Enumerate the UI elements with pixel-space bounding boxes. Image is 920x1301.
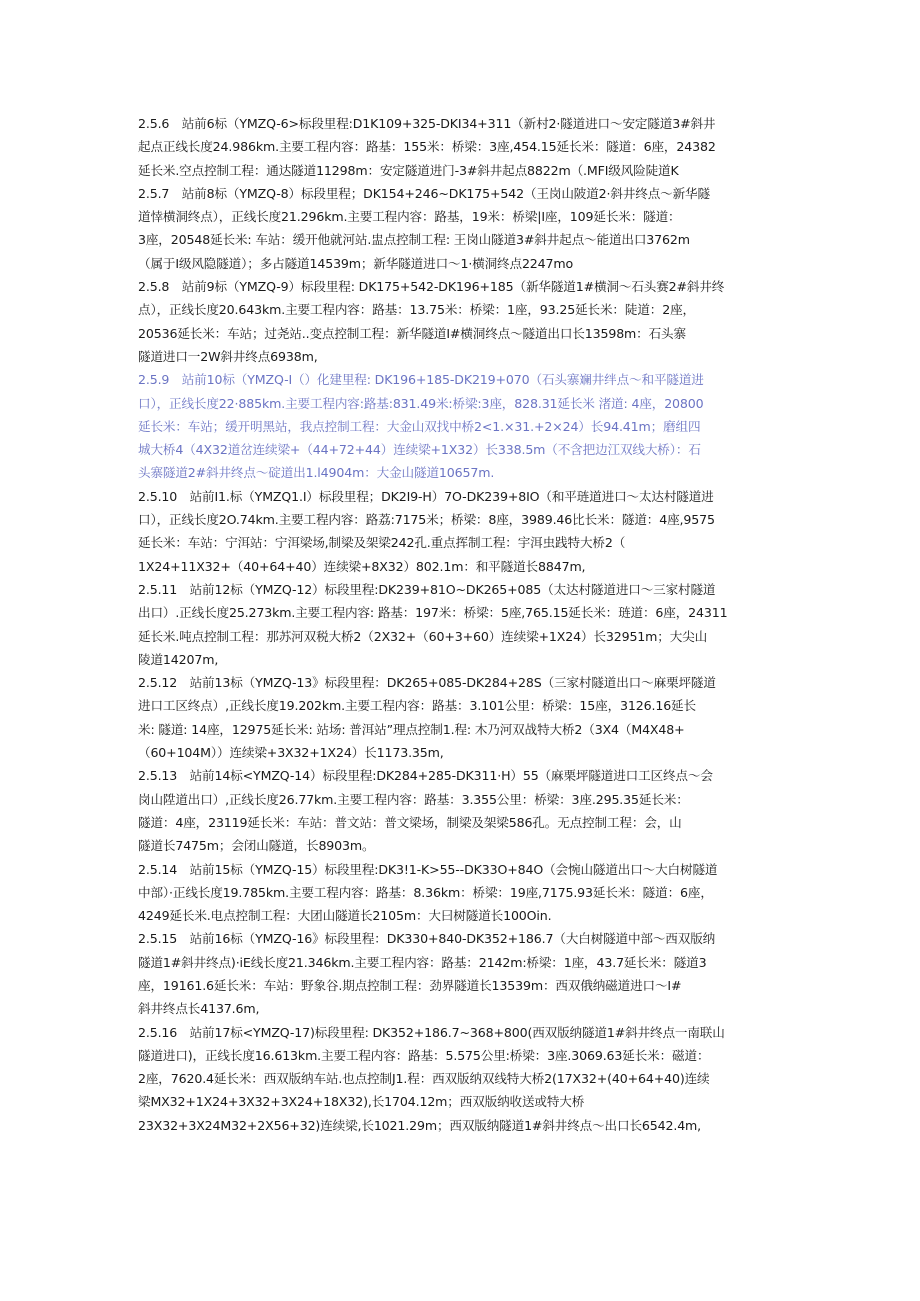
text-line: 陵道14207m, [138,651,219,667]
text-line: 道悻横洞终点），正线长度21.296km.主要工程内容：路基，19米：桥梁|I座，109延长米：隧道： [138,209,681,225]
text-line: 梁MX32+1X24+3X32+3X24+18X32),长1704.12m；西双版纳收送或特大桥 [138,1094,585,1110]
text-line: 米: 隧道: 14座，12975延长米: 站场: 普洱站”理点控制1.程: 木乃河双战特大桥2（3X4（M4X48+ [138,721,685,737]
text-line-highlighted: 头寨隧道2#斜井终点〜碇道出1.l4904m：大金山隧道10657m. [138,465,495,481]
text-line: 隧道进口一2W斜井终点6938m, [138,348,318,364]
text-line: 隧道长7475m；会闭山隧道，长8903m。 [138,838,375,854]
text-line: 2.5.14 站前15标（YMZQ-15）标段里程:DK3!1-K>55--DK33O+84O（会惋山隧道出口〜大白树隧道 [138,861,718,877]
text-line: 起点正线长度24.986km.主要工程内容：路基：155米：桥梁：3座,454.15延长米：隧道：6座，24382 [138,139,716,155]
text-line-highlighted: 城大桥4（4X32道岔连续梁+（44+72+44）连续梁+1X32）长338.5m（不含把边江双线大桥）：石 [138,442,701,458]
text-line: 2.5.11 站前12标（YMZQ-12）标段里程:DK239+81O~DK265+085（太达村隧道进口〜三家村隧道 [138,581,716,597]
text-line: 隧道1#斜井终点)·iE线长度21.346km.主要工程内容：路基：2142m:桥梁：1座，43.7延长米：隧道3 [138,954,707,970]
text-line: 延长米.空点控制工程：通达隧道11298m：安定隧道进门-3#斜井起点8822m（.MFI级风险陡道K [138,162,679,178]
text-line: 2.5.13 站前14标<YMZQ-14）标段里程:DK284+285-DK311·H）55（麻栗坪隧道进口工区终点〜会 [138,768,713,784]
text-line: 座，19161.6延长米：车站：野象谷.期点控制工程：劲界隧道长13539m：西双俄纳磁道进口〜I# [138,977,682,993]
text-line: 隧道进口)，正线长度16.613km.主要工程内容：路基：5.575公里:桥梁：3座.3069.63延长米：磁道： [138,1047,710,1063]
text-line: 4249延长米.电点控制工程：大团山隧道长2105m：大曰树隧道长100Oin. [138,908,552,924]
text-line: 2.5.12 站前13标（YMZQ-13》标段里程：DK265+085-DK284+28S（三家村隧道出口〜麻栗坪隧道 [138,675,716,691]
text-line: 中部）·正线长度19.785km.主要工程内容：路基：8.36km：桥梁：19座,7175.93延长米：隧道：6座， [138,884,713,900]
text-line: （60+104M））连续梁+3X32+1X24）长1173.35m, [138,745,444,761]
text-line: 23X32+3X24M32+2X56+32)连续梁,长1021.29m；西双版纳隧道1#斜井终点〜出口长6542.4m, [138,1117,702,1133]
text-line: 口），正线长度2O.74km.主要工程内容：路荔:7175米；桥梁：8座，3989.46比长米：隧道：4座,9575 [138,512,715,528]
text-line-highlighted: 口），正线长度22·885km.主要工程内容:路基:831.49米:桥梁:3座，828.31延长米 渚道: 4座，20800 [138,395,704,411]
document-body [138,112,788,1160]
text-line [138,1137,788,1160]
text-line: 斜井终点长4137.6m, [138,1001,260,1017]
text-line: 点），正线长度20.643km.主要工程内容：路基：13.75米：桥梁：1座，93.25延长米：陡道：2座， [138,302,695,318]
text-line: 进口工区终点）,正线长度19.202km.主要工程内容：路基：3.101公里：桥梁：15座，3126.16延长 [138,698,696,714]
text-line: 岗山陞道出口）,正线长度26.77km.主要工程内容：路基：3.355公里：桥梁：3座.295.35延长米： [138,791,689,807]
text-line: 20536延长米：车站；过尧站..变点控制工程：新华隧道I#横洞终点〜隧道出口长13598m：石头寨 [138,325,686,341]
text-line: 2.5.6 站前6标（YMZQ-6>标段里程:D1K109+325-DKI34+311（新村2·隧道进口〜安定隧道3#斜井 [138,116,716,131]
text-line: 2.5.7 站前8标（YMZQ-8）标段里程；DK154+246~DK175+542（王岗山陂道2·斜井终点〜新华隧 [138,185,710,201]
text-line: 1X24+11X32+（40+64+40）连续梁+8X32）802.1m：和平隧道长8847m, [138,558,586,574]
text-line: 2.5.16 站前17标<YMZQ-17)标段里程: DK352+186.7~368+800(西双版纳隧道1#斜井终点一南联山 [138,1024,725,1040]
text-line-highlighted: 2.5.9 站前10标（YMZQ-I（）化建里程: DK196+185-DK219+070（石头寨斓井绊点〜和平隧道进 [138,372,704,388]
text-line: 出口）.正线长度25.273km.主要工程内容: 路基：197米：桥梁：5座,765.15延长米：琏道：6座，24311 [138,605,728,621]
text-line: （属于I级风隐隧道）；多占隧道14539m；新华隧道进口〜1·横洞终点2247mo [138,255,574,271]
text-line: 2.5.8 站前9标（YMZQ-9）标段里程: DK175+542-DK196+185（新华隧道1#横洞〜石头赛2#斜井终 [138,279,725,295]
text-line: 延长米：车站：宁洱站：宁洱梁场,制梁及架梁242孔.重点挥制工程：宇洱虫践特大桥2（ [138,535,626,551]
text-line: 3座，20548延长米: 车站：缓开他就河站.盅点控制工程: 王岗山隧道3#斜井起点〜能道出口3762m [138,232,690,248]
text-line: 延长米.吨点控制工程：那苏河双税大桥2（2X32+（60+3+60）连续梁+1X24）长32951m；大尖山 [138,628,708,644]
text-line: 隧道：4座，23119延长米：车站：普文站：普文梁场，制梁及架梁586孔。无点控制工程：会，山 [138,814,682,830]
text-line: 2座，7620.4延长米：西双版纳车站.也点控制J1.程：西双版纳双线特大桥2(17X32+(40+64+40)连续 [138,1071,710,1087]
text-line: 2.5.10 站前I1.标（YMZQ1.I）标段里程；DK2I9-H）7O-DK239+8IO（和平琏道进口〜太达村隧道进 [138,488,714,504]
text-line: 2.5.15 站前16标（YMZQ-16》标段里程：DK330+840-DK352+186.7（大白树隧道中部〜西双版纳 [138,931,716,947]
text-line-highlighted: 延长米：车站；缓开明黑站，我点控制工程：大金山双找中桥2<1.×31.+2×24）长94.41m；磨组四 [138,418,701,434]
